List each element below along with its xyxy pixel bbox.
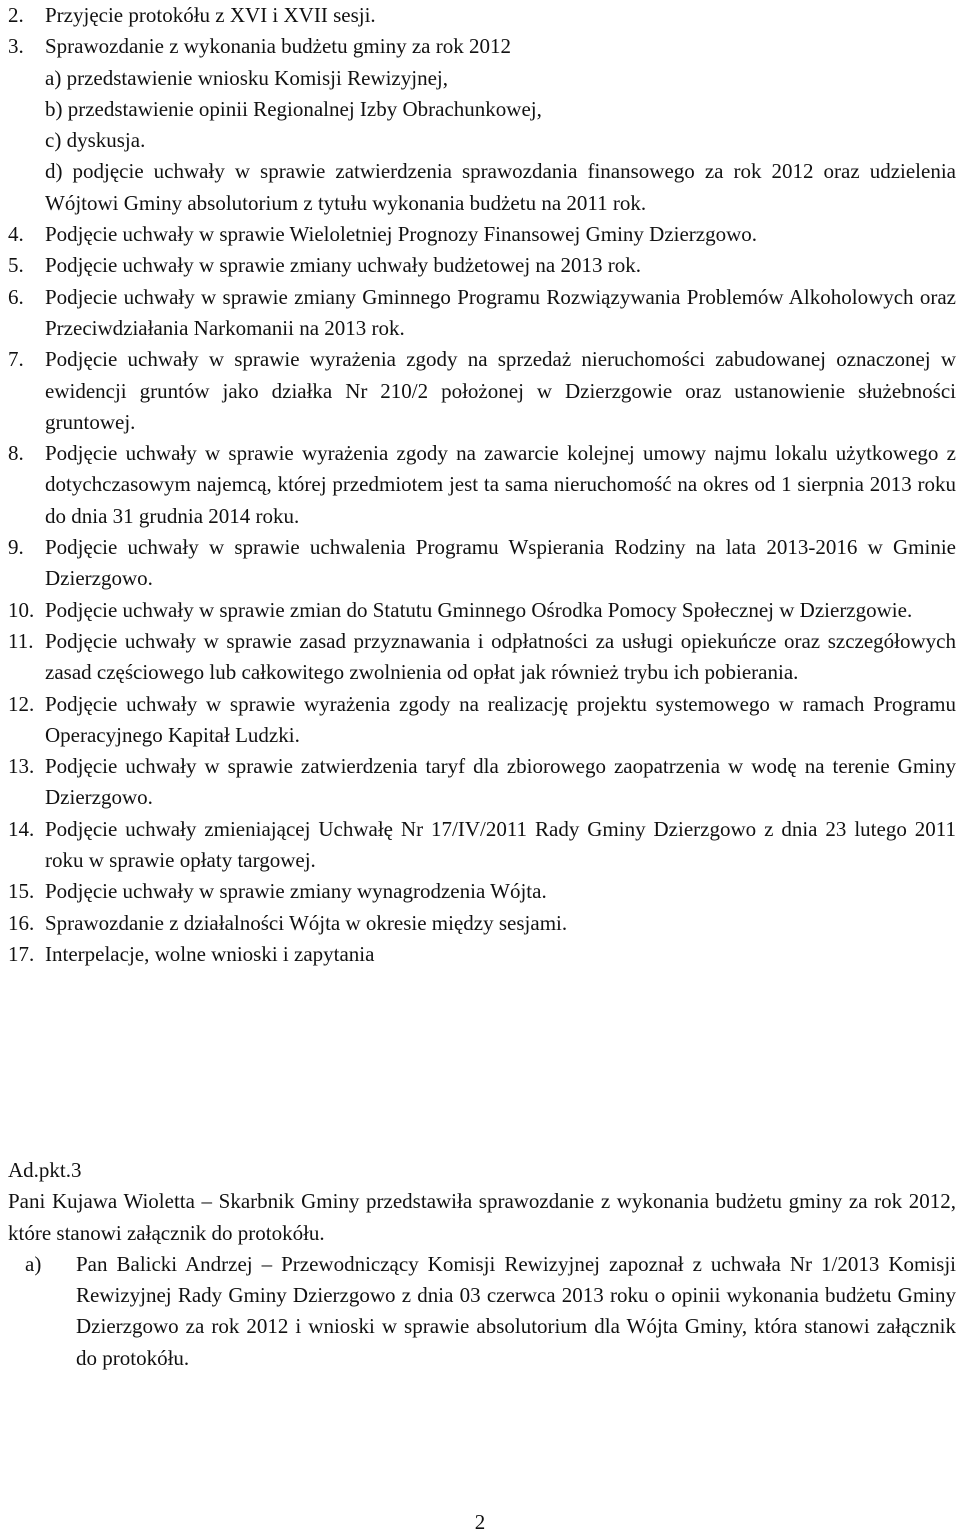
agenda-item-16 — [8, 908, 956, 939]
page-number: 2 — [474, 1510, 486, 1534]
agenda-text: Podjęcie uchwały w sprawie zasad przyznawania i odpłatności za usługi opiekuńcze oraz szczegółowych zasad częściowego lub całkowitego zwolnienia od opłat jak również trybu ich pobierania. — [45, 628, 956, 685]
agenda-text: Podjęcie uchwały w sprawie Wieloletniej Prognozy Finansowej Gminy Dzierzgowo. — [45, 222, 758, 247]
agenda-text: Sprawozdanie z działalności Wójta w okresie między sesjami. — [45, 910, 568, 935]
agenda-number: 12. — [8, 691, 35, 716]
agenda-text: Interpelacje, wolne wnioski i zapytania — [45, 941, 375, 966]
agenda-item-15 — [8, 876, 956, 907]
agenda-text: Podjecie uchwały w sprawie zmiany Gminnego Programu Rozwiązywania Problemów Alkoholowych oraz Przeciwdziałania Narkomanii na 2013 rok. — [45, 284, 956, 340]
subitem-text: Pan Balicki Andrzej – Przewodniczący Komisji Rewizyjnej zapoznał z uchwała Nr 1/2013 Komisji Rewizyjnej Rady Gminy Dzierzgowo z dnia 03 czerwca 2013 roku o opinii wykonania budżetu Gminy Dzierzgowo za rok 2012 i wnioski w sprawie absolutorium dla Wójta Gminy, która stanowi załącznik do protokółu. — [76, 1251, 956, 1370]
agenda-number: 17. — [8, 941, 35, 966]
agenda-item-7 — [8, 344, 956, 438]
agenda-number: 2. — [8, 3, 24, 27]
agenda-item-6 — [8, 282, 956, 345]
section-paragraph: Pani Kujawa Wioletta – Skarbnik Gminy przedstawiła sprawozdanie z wykonania budżetu gminy za rok 2012, które stanowi załącznik do protokółu. — [8, 1189, 956, 1245]
agenda-item-4 — [8, 219, 956, 250]
agenda-item-13 — [8, 751, 956, 814]
agenda-item-8 — [8, 438, 956, 532]
section-subitem — [8, 1249, 956, 1374]
subitem-letter: a) — [25, 1251, 42, 1276]
agenda-number: 7. — [8, 347, 24, 372]
agenda-text: Przyjęcie protokółu z XVI i XVII sesji. — [45, 3, 376, 27]
agenda-text: Podjęcie uchwały w sprawie zmiany uchwały budżetowej na 2013 rok. — [45, 253, 641, 278]
agenda-number: 15. — [8, 879, 35, 904]
minutes-section — [8, 1155, 956, 1374]
agenda-item-9 — [8, 532, 956, 595]
agenda-number: 14. — [8, 816, 35, 841]
agenda-subline-a: a) przedstawienie wniosku Komisji Rewizyjnej, — [45, 65, 448, 90]
agenda-item-5 — [8, 250, 956, 281]
agenda-text: Podjęcie uchwały w sprawie zatwierdzenia taryf dla zbiorowego zaopatrzenia w wodę na terenie Gminy Dzierzgowo. — [45, 754, 956, 810]
agenda-subline-c: c) dyskusja. — [45, 128, 146, 153]
agenda-number: 9. — [8, 535, 24, 560]
agenda-number: 5. — [8, 253, 24, 278]
agenda-number: 13. — [8, 754, 35, 779]
agenda-item-10 — [8, 595, 956, 626]
agenda-number: 8. — [8, 441, 24, 466]
agenda-text: Podjęcie uchwały zmieniającej Uchwałę Nr 17/IV/2011 Rady Gminy Dzierzgowo z dnia 23 lutego 2011 roku w sprawie opłaty targowej. — [45, 816, 956, 873]
agenda-number: 3. — [8, 34, 24, 59]
agenda-number: 16. — [8, 910, 35, 935]
agenda-number: 10. — [8, 597, 35, 622]
agenda-item-11 — [8, 626, 956, 689]
agenda-line: Sprawozdanie z wykonania budżetu gminy za rok 2012 — [45, 34, 511, 59]
agenda-number: 4. — [8, 222, 24, 247]
agenda-item-14 — [8, 814, 956, 877]
agenda-item-12 — [8, 689, 956, 752]
agenda-text: Podjęcie uchwały w sprawie wyrażenia zgody na realizację projektu systemowego w ramach Programu Operacyjnego Kapitał Ludzki. — [45, 691, 956, 747]
agenda-text: Podjęcie uchwały w sprawie uchwalenia Programu Wspierania Rodziny na lata 2013-2016 w Gminie Dzierzgowo. — [45, 535, 956, 591]
agenda-number: 11. — [8, 628, 34, 653]
agenda-text: Podjęcie uchwały w sprawie wyrażenia zgody na sprzedaż nieruchomości zabudowanej oznaczonej w ewidencji gruntów jako działka Nr 210/2 położonej w Dzierzgowie oraz ustanowienie służebności gruntowej. — [45, 347, 956, 434]
agenda-list — [8, 0, 956, 970]
agenda-item-3 — [8, 31, 956, 219]
agenda-number: 6. — [8, 284, 24, 309]
agenda-text: Podjęcie uchwały w sprawie zmiany wynagrodzenia Wójta. — [45, 879, 547, 904]
agenda-item-2 — [8, 0, 956, 31]
agenda-subline-b: b) przedstawienie opinii Regionalnej Izby Obrachunkowej, — [45, 96, 542, 121]
agenda-text: Podjęcie uchwały w sprawie wyrażenia zgody na zawarcie kolejnej umowy najmu lokalu użytkowego z dotychczasowym najemcą, której przedmiotem jest ta sama nieruchomość na okres od 1 sierpnia 2013 roku do dnia 31 grudnia 2014 roku. — [45, 441, 956, 528]
section-heading: Ad.pkt.3 — [8, 1158, 82, 1182]
agenda-text: Podjęcie uchwały w sprawie zmian do Statutu Gminnego Ośrodka Pomocy Społecznej w Dzierzgowie. — [45, 597, 913, 622]
agenda-item-17 — [8, 939, 956, 970]
agenda-text — [45, 31, 956, 219]
agenda-subline-d: d) podjęcie uchwały w sprawie zatwierdzenia sprawozdania finansowego za rok 2012 oraz udzielenia Wójtowi Gminy absolutorium z tytułu wykonania budżetu na 2011 rok. — [45, 159, 956, 215]
